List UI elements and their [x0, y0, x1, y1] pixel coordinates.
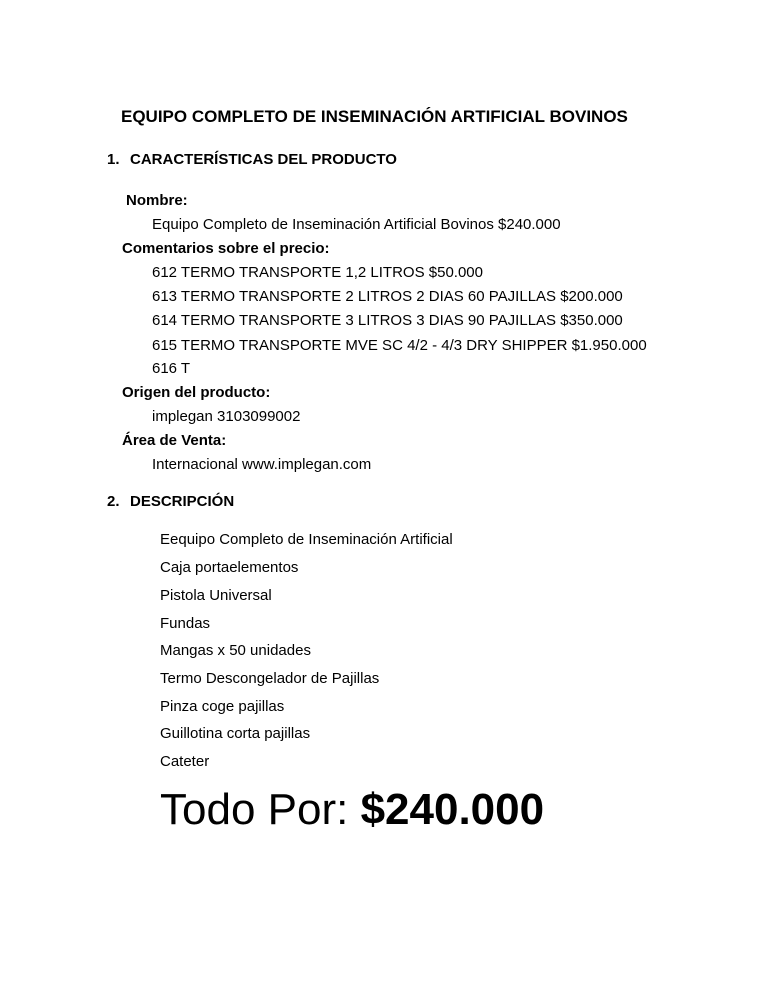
origen-value: implegan 3103099002: [152, 408, 301, 425]
section-1-number: 1.: [107, 151, 120, 168]
section-1-heading: CARACTERÍSTICAS DEL PRODUCTO: [130, 151, 397, 168]
area-label: Área de Venta:: [122, 432, 227, 449]
description-item: Caja portaelementos: [160, 559, 299, 576]
description-item: Termo Descongelador de Pajillas: [160, 670, 380, 687]
comentario-item: 613 TERMO TRANSPORTE 2 LITROS 2 DIAS 60 PAJILLAS $200.000: [152, 288, 623, 305]
description-item: Mangas x 50 unidades: [160, 642, 311, 659]
comentario-item: 615 TERMO TRANSPORTE MVE SC 4/2 - 4/3 DRY SHIPPER $1.950.000: [152, 337, 647, 354]
comentarios-label: Comentarios sobre el precio:: [122, 240, 330, 257]
comentario-item: 614 TERMO TRANSPORTE 3 LITROS 3 DIAS 90 PAJILLAS $350.000: [152, 312, 623, 329]
area-value: Internacional www.implegan.com: [152, 456, 372, 473]
origen-label: Origen del producto:: [122, 384, 271, 401]
description-item: Pinza coge pajillas: [160, 698, 285, 715]
description-item: Pistola Universal: [160, 587, 272, 604]
comentario-item: 616 T: [152, 360, 191, 377]
description-item: Eequipo Completo de Inseminación Artificial: [160, 531, 453, 548]
description-item: Fundas: [160, 615, 211, 632]
description-item: Guillotina corta pajillas: [160, 725, 311, 742]
section-2-heading: DESCRIPCIÓN: [130, 493, 235, 510]
description-item: Cateter: [160, 753, 210, 770]
nombre-label: Nombre:: [126, 192, 188, 209]
document-title: EQUIPO COMPLETO DE INSEMINACIÓN ARTIFICIAL BOVINOS: [121, 107, 628, 126]
comentario-item: 612 TERMO TRANSPORTE 1,2 LITROS $50.000: [152, 264, 483, 281]
nombre-value: Equipo Completo de Inseminación Artificial Bovinos $240.000: [152, 216, 561, 233]
total-price: [160, 785, 544, 835]
total-amount: $240.000: [360, 785, 545, 834]
section-2-number: 2.: [107, 493, 120, 510]
total-label: Todo Por:: [160, 785, 349, 834]
